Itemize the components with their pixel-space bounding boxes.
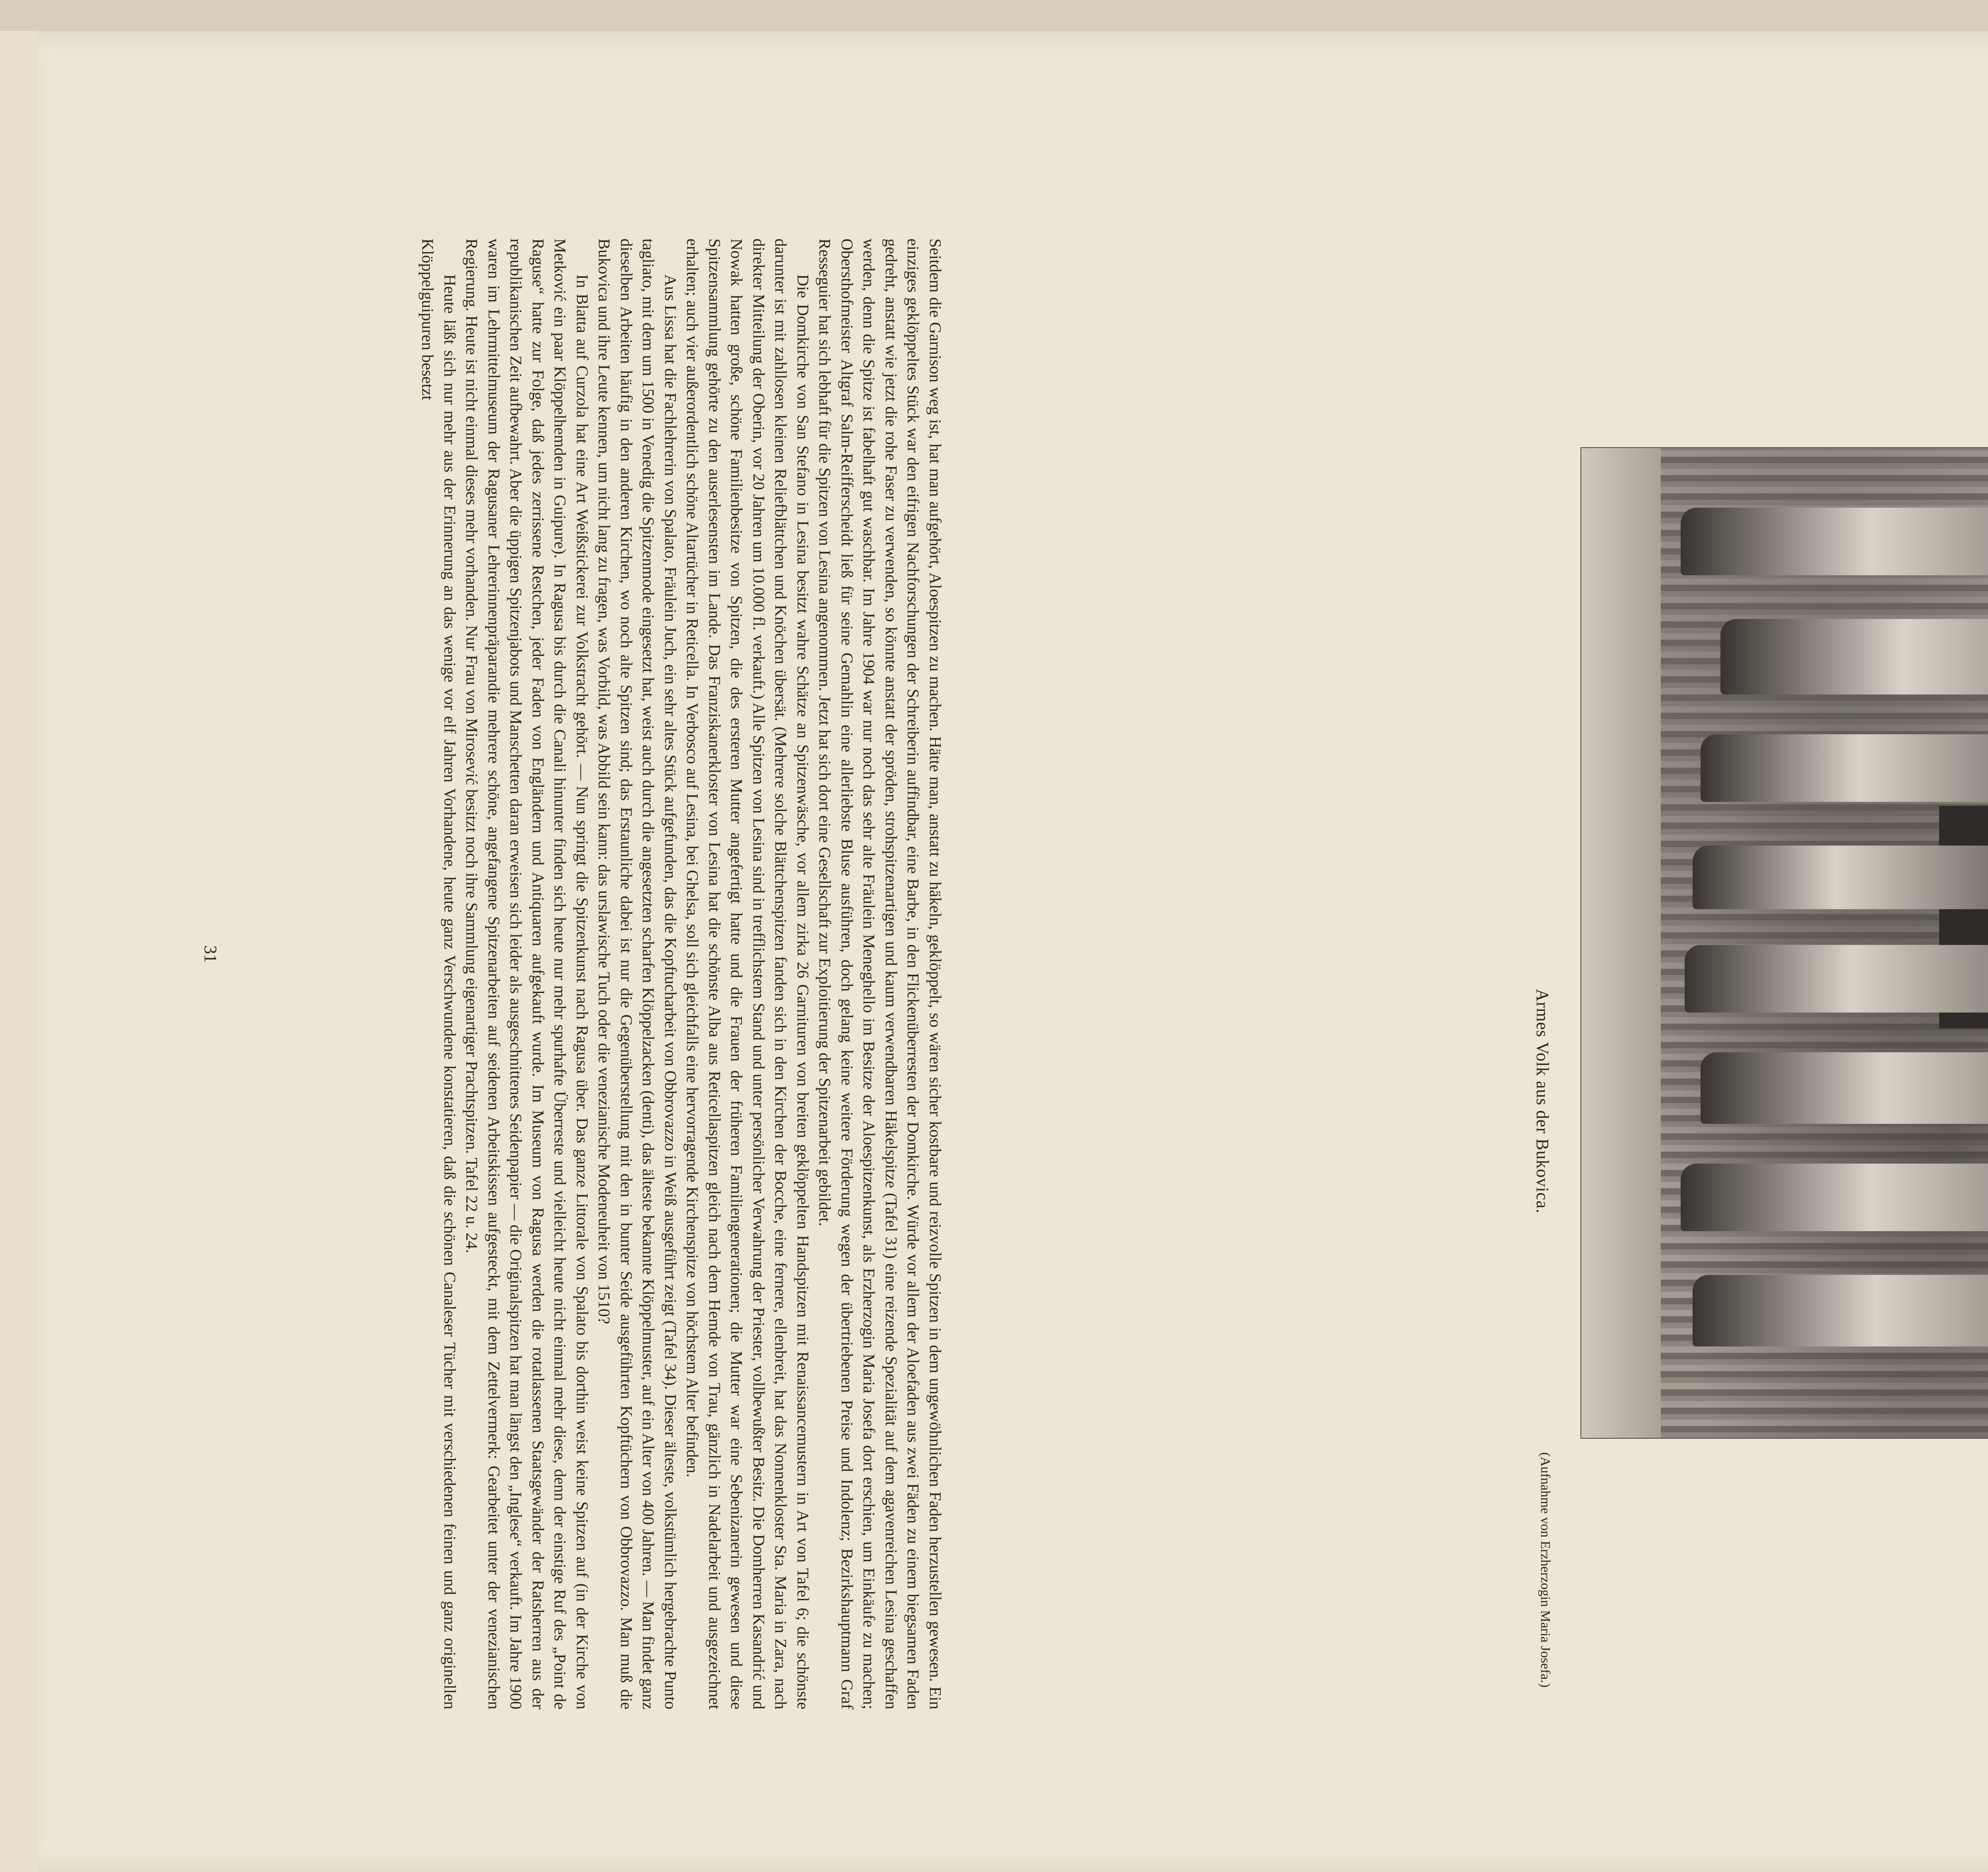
photo-figure [1701,1052,1988,1124]
paragraph: In Blatta auf Curzola hat eine Art Weißstickerei zur Volkstracht gehört. — Nun springt die Spitzenkunst nach Ragusa über. Das ganze Littorale von Spalato bis dorthin weist keine Spitzen auf (in der Kirche von Metković ein paar Klöppelhemden in Guipure). In Ragusa bis durch die Canali hinunter finden sich heute nur mehr spurhafte Überreste und vielleicht heute nicht einmal mehr diese, denn der einstige Ruf des „Point de Raguse“ hatte zur Folge, daß jedes zerrissene Restchen, jeder Faden von Engländern und Antiquaren aufgekauft wurde. Im Museum von Ragusa werden die rotatlassenen Staatsgewänder der Ratsherren aus der republikanischen Zeit aufbewahrt. Aber die üppigen Spitzenjabots und Manschetten daran erweisen sich leider als ausgeschnittenes Seidenpapier — die Originalspitzen hat man längst den „Inglese“ verkauft. Im Jahre 1900 waren im Lehrmittelmuseum der Ragusaner Lehrerinnenpräparandie mehrere schöne, angefangene Spitzenarbeiten auf seidenen Arbeitskissen aufgesteckt, mit dem Zettelvermerk: Gearbeitet unter der venezianischen Regierung. Heute ist nicht einmal dieses mehr vorhanden. Nur Frau von Mirosević besitzt noch ihre Sammlung eigenartiger Prachtspitzen. Tafel 22 u. 24. [463,239,592,1709]
paragraph: Aus Lissa hat die Fachlehrerin von Spalato, Fräulein Juch, ein sehr altes Stück aufgefunden, das die Kopftucharbeit von Obbrovazzo in Weiß ausgeführt zeigt (Tafel 34). Dieser älteste, volkstümlich hergebrachte Punto tagliato, mit dem um 1500 in Venedig die Spitzenmode eingesetzt hat, weist auch durch die angesetzten scharfen Klöppelzacken (denti), das älteste bekannte Klöppelmuster, auf ein Alter von 400 Jahren. — Man findet ganz dieselben Arbeiten häufig in den anderen Kirchen, wo noch alte Spitzen sind; das Erstaunliche dabei ist nur die Gegenüberstellung mit den in bunter Seide ausgeführten Kopftüchern von Obbrovazzo. Man muß die Bukovica und ihre Leute kennen, um nicht lang zu fragen, was Vorbild, was Abbild sein kann: das urslawische Tuch oder die venezianische Modeneuheit von 1510? [595,239,680,1709]
paragraph: Die Domkirche von San Stefano in Lesina besitzt wahre Schätze an Spitzenwäsche, vor allem zirka 26 Garnituren von breiten geklöppelten Handspitzen mit Renaissancemustern in Art von Tafel 6; die schönste darunter ist mit zahllosen kleinen Reliefblättchen und Knöchen übersät. (Mehrere solche Blättchenspitzen fanden sich in den Kirchen der Bocche, eine fernere, ellenbreit, hat das Nonnenkloster Sta. Maria in Zara, nach direkter Mitteilung der Oberin, vor 20 Jahren um 10.000 fl. verkauft.) Alle Spitzen von Lesina sind in trefflichstem Stand und unter persönlicher Verwahrung der Priester, vollbewußter Besitz. Die Domherren Kasandrić und Nowak hatten große, schöne Familienbesitze von Spitzen, die des ersteren Mutter angefertigt hatte und die Frauen der früheren Familiengenerationen; die Mutter war eine Sebenizanerin gewesen und diese Spitzensammlung gehörte zu den auserlesensten im Lande. Das Franziskanerkloster von Lesina hat die schönste Alba aus Reticellaspitzen gleich nach dem Hemde von Trau, gänzlich in Nadelarbeit und ausgezeichnet erhalten; auch vier außerordentlich schöne Altartücher in Reticella. In Verbosco auf Lesina, bei Ghelsa, soll sich gleichfalls eine hervorragende Kirchenspitze von höchstem Alter befinden. [683,239,812,1709]
photo-credit: (Aufnahme von Erzherzogin Maria Josefa.) [1538,1452,1553,1688]
photo-wall [1581,448,1661,1438]
photo-figure [1685,945,1988,1013]
photo-figure [1693,1275,1988,1346]
body-text [302,239,946,1709]
photo-figure [1681,508,1988,575]
paragraph: Heute läßt sich nur mehr aus der Erinnerung an das wenige vor elf Jahren Vorhandene, heute ganz Verschwundene konstatieren, daß die schönen Canaleser Tücher mit verschiedenen feinen und ganz originellen Klöppelguipuren besetzt [419,239,459,1709]
photo-figure [1720,619,1988,694]
paragraph: Seitdem die Garnison weg ist, hat man aufgehört, Aloespitzen zu machen. Hätte man, anstatt zu häkeln, geklöppelt, so wären sicher kostbare und reizvolle Spitzen in dem ungewöhnlichen Faden herzustellen gewesen. Ein einziges geklöppeltes Stück war den eifrigen Nachforschungen der Schreiberin auffindbar, eine Barbe, in den Flickenüberresten der Domkirche. Würde vor allem der Aloefaden aus zwei Fäden zu einem biegsamen Faden gedreht, anstatt wie jetzt die rohe Faser zu verwenden, so könnte anstatt der spröden, strohspitzenartigen und kaum verwendbaren Häkelspitze (Tafel 31) eine reizende Spezialität auf dem agavenreichen Lesina geschaffen werden, denn die Spitze ist fabelhaft gut waschbar. Im Jahre 1904 war nur noch das sehr alte Fräulein Meneghello im Besitze der Aloespitzenkunst, als Erzherzogin Maria Josefa dort erschien, um Einkäufe zu machen; Obersthofmeister Altgraf Salm-Reifferscheidt ließ für seine Gemahlin eine allerliebste Bluse ausführen, doch gelang keine weitere Förderung wegen der übertriebenen Preise und Indolenz; Bezirkshauptmann Graf Resseguier hat sich lebhaft für die Spitzen von Lesina angenommen. Jetzt hat sich dort eine Gesellschaft zur Exploitierung der Spitzenarbeit gebildet. [816,239,945,1709]
photograph-bukovica-people [1580,447,1988,1439]
page-number: 31 [201,945,220,963]
photo-figure [1701,734,1988,802]
photo-figure [1681,1164,1988,1231]
photo-figure [1693,846,1988,909]
scan-border-top [0,0,1988,31]
photo-caption: Armes Volk aus der Bukovica. [1533,989,1552,1214]
